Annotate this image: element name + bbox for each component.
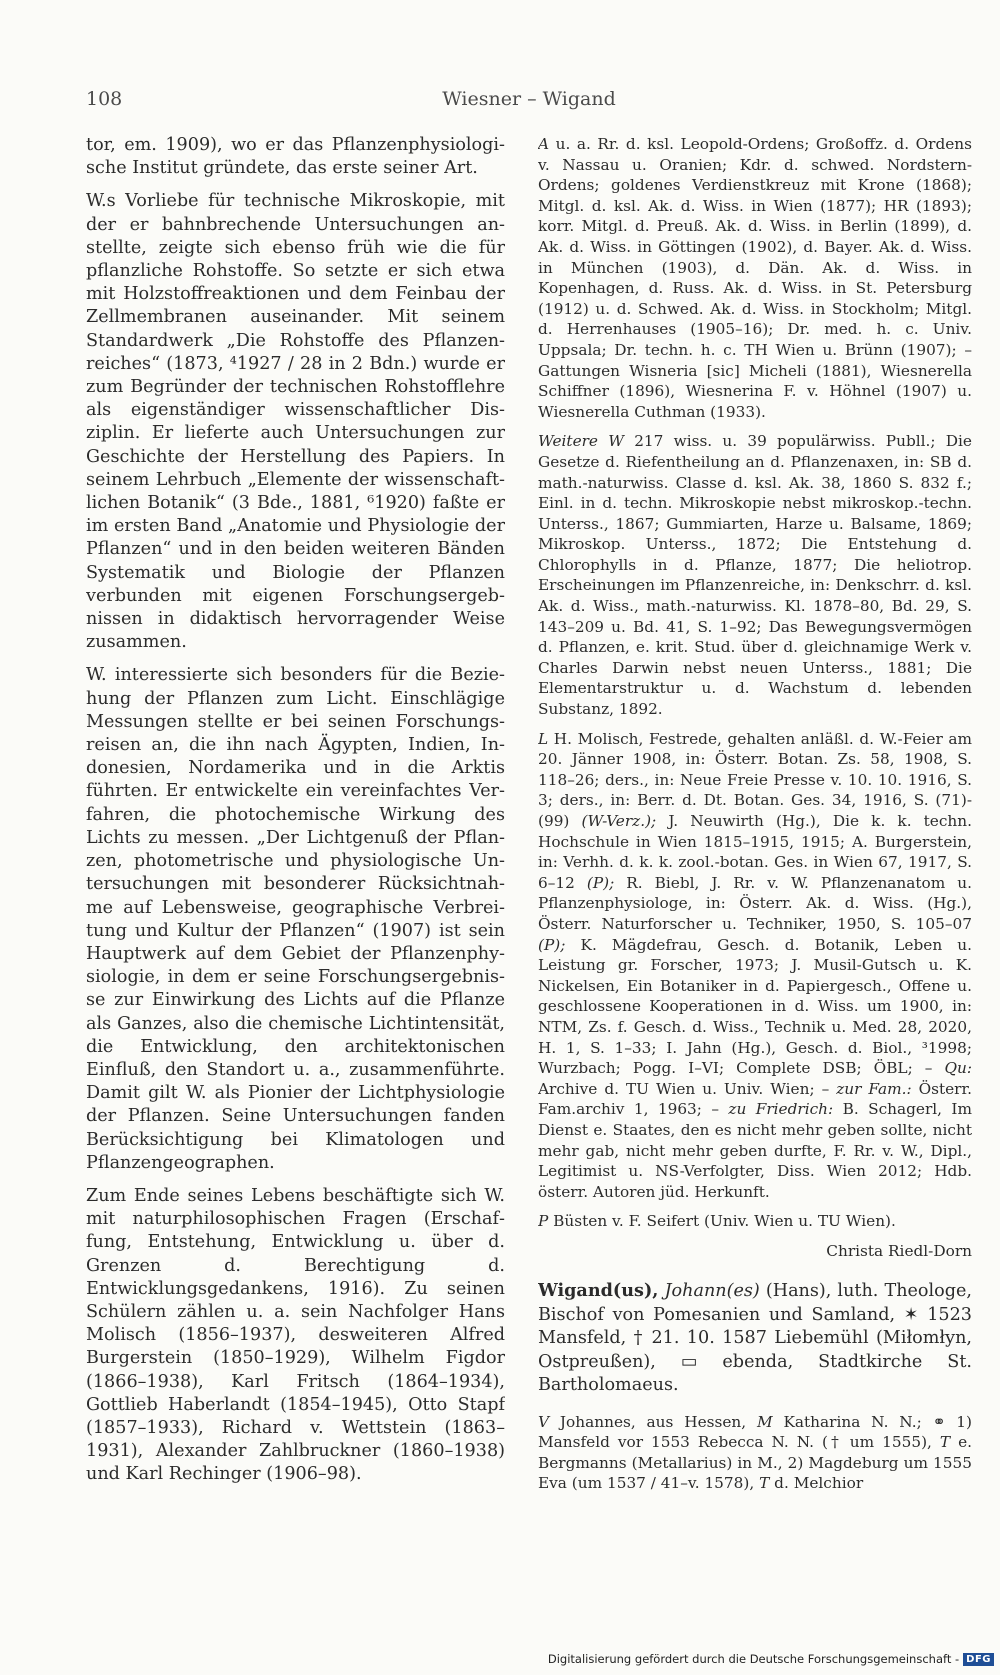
section-sigil: T	[759, 1474, 770, 1493]
literature-italic: (P);	[586, 873, 615, 892]
left-column	[86, 134, 505, 1504]
paragraph: tor, em. 1909), wo er das Pflanzenphysiologische Institut gründete, das erste seiner Art.	[86, 135, 505, 179]
honors-text: u. a. Rr. d. ksl. Leopold-Ordens; Großoffz. d. Ordens v. Nassau u. Oranien; Kdr. d. schwed. Nordstern-Ordens; goldenes Verdienstkreuz mit Krone (1868); Mitgl. d. ksl. Ak. d. Wiss. in Wien (1877); HR (1893); korr. Mitgl. d. Preuß. Ak. d. Wiss. in Berlin (1899), d. Ak. d. Wiss. in Göttingen (1902), d. Bayer. Ak. d. Wiss. in München (1903), d. Dän. Ak. d. Wiss. in Kopenhagen, d. Russ. Ak. d. Wiss. in St. Petersburg (1912) u. d. Schwed. Ak. d. Wiss. in Stockholm; Mitgl. d. Herrenhauses (1905–16); Dr. med. h. c. Univ. Uppsala; Dr. techn. h. c. TH Wien u. Brünn (1907); – Gattungen Wisneria [sic] Micheli (1881), Wiesnerella Schiffner (1896), Wiesnerina F. v. Höhnel (1907) u. Wiesnerella Cuthman (1933).	[538, 135, 972, 421]
literature-italic: zur Fam.:	[836, 1079, 912, 1098]
entry-intro: (Hans), luth. Theologe, Bischof von Pomesanien und Samland, ✶ 1523 Mansfeld, † 21. 10. 1587 Liebemühl (Miłomłyn, Ostpreußen), ▭ ebenda, Stadtkirche St. Bartholomaeus.	[538, 1281, 972, 1396]
literature-text: H. Molisch, Festrede, gehalten anläßl. d. W.-Feier am 20. Jänner 1908, in: Österr. Botan. Zs. 58, 1908, S. 118–26; ders., in: Neue Freie Presse v. 10. 10. 1916, S. 3; ders., in: Berr. d. Dt. Botan. Ges. 34, 1916, S. (71)-(99)	[538, 729, 972, 830]
literature-text: R. Biebl, J. Rr. v. W. Pflanzenanatom u. Pflanzenphysiologe, in: Österr. Ak. d. Wiss. (Hg.), Österr. Naturforscher u. Techniker, 1950, S. 105–07	[538, 873, 972, 933]
section-sigil: A	[538, 135, 550, 153]
literature-text: J. Neuwirth (Hg.), Die k. k. techn. Hochschule in Wien 1815–1915, 1915; A. Burgerstein, in: Verhh. d. k. k. zool.-botan. Ges. in Wien 67, 1917, S. 6–12	[538, 812, 972, 892]
digitization-footer	[548, 1650, 994, 1668]
literature-italic: (P);	[538, 935, 566, 954]
honors-section	[538, 134, 972, 422]
portrait-section	[538, 1211, 972, 1232]
given-name: Johann(es)	[664, 1281, 760, 1302]
literature-section	[538, 729, 972, 1203]
family-text: Katharina N. N.; ⚭ 1) Mansfeld vor 1553 Rebecca N. N. († um 1555),	[538, 1412, 972, 1452]
section-sigil: Weitere W	[538, 432, 624, 451]
section-sigil: T	[939, 1433, 951, 1452]
family-text: d. Melchior	[774, 1474, 864, 1493]
works-text: 217 wiss. u. 39 populärwiss. Publl.; Die Gesetze d. Riefentheilung an d. Pflanzenaxen, in: SB d. math.-naturwiss. Classe d. ksl. Ak. 38, 1860 S. 832 f.; Einl. in d. techn. Mikroskopie nebst mikroskop.-techn. Unterss., 1867; Gummiarten, Harze u. Balsame, 1869; Mikroskop. Unterss., 1872; Die Entstehung d. Chlorophylls in d. Pflanze, 1877; Die heliotrop. Erscheinungen im Pflanzenreiche, in: Denkschrr. d. ksl. Ak. d. Wiss., math.-naturwiss. Kl. 1878–80, Bd. 29, S. 143–209 u. Bd. 41, S. 1–92; Das Bewegungsvermögen d. Pflanzen, e. krit. Stud. über d. gleichnamige Werk v. Charles Darwin nebst neuen Unterss., 1881; Die Elementarstruktur u. d. Wachstum d. lebenden Substanz, 1892.	[538, 432, 972, 719]
paragraph: Zum Ende seines Lebens beschäftigte sich W. mit naturphilosophischen Fragen (Erschaffung, Entstehung, Entwicklung u. über d. Grenzen d. Berechtigung d. Entwicklungsgedankens, 1916). Zu seinen Schülern zählen u. a. sein Nachfolger Hans Molisch (1856–1937), desweiteren Alfred Burgerstein (1850–1929), Wilhelm Figdor (1866–1938), Karl Fritsch (1864–1934), Gottlieb Haberlandt (1854–1945), Otto Stapf (1857–1933), Richard v. Wettstein (1863–1931), Alexander Zahlbruckner (1860–1938) und Karl Rechinger (1906–98).	[86, 1185, 505, 1485]
right-column	[538, 134, 972, 1504]
paragraph: W. interessierte sich besonders für die Beziehung der Pflanzen zum Licht. Einschlägige Messungen stellte er bei seinen Forschungsreisen an, die ihn nach Ägypten, Indien, Indonesien, Nordamerika und in die Arktis führten. Er entwickelte ein vereinfachtes Verfahren, die photochemische Wirkung des Lichts zu messen. „Der Lichtgenuß der Pflanzen, photometrische und physiologische Untersuchungen mit besonderer Rücksichtnahme auf Lebensweise, geographische Verbreitung und Kultur der Pflanzen“ (1907) ist sein Hauptwerk auf dem Gebiet der Pflanzenphysiologie, in dem er seine Forschungsergebnisse zur Einwirkung des Lichts auf die Pflanze als Ganzes, also die chemische Lichtintensität, die Entwicklung, den architektonischen Einfluß, den Standort u. a., zusammenführte. Damit gilt W. als Pionier der Lichtphysiologie der Pflanzen. Seine Untersuchungen fanden Berücksichtigung bei Klimatologen und Pflanzengeographen.	[86, 665, 505, 1173]
portrait-text: Büsten v. F. Seifert (Univ. Wien u. TU Wien).	[553, 1212, 896, 1231]
works-section	[538, 431, 972, 719]
next-entry-heading	[538, 1279, 972, 1397]
family-section	[538, 1412, 972, 1494]
literature-italic: (W-Verz.);	[581, 812, 657, 830]
literature-text: K. Mägdefrau, Gesch. d. Botanik, Leben u. Leistung gr. Forscher, 1973; J. Musil-Gutsch u. K. Nickelsen, Ein Botaniker in d. Papiergesch., Offene u. geschlossene Kooperationen in d. Wiss. um 1900, in: NTM, Zs. f. Gesch. d. Wiss., Technik u. Med. 28, 2020, H. 1, S. 1–33; I. Jahn (Hg.), Gesch. d. Biol., ³1998; Wurzbach; Pogg. I–VI; Complete DSB; ÖBL; –	[538, 935, 972, 1078]
literature-text: Österr. Fam.archiv 1, 1963; –	[538, 1079, 972, 1119]
literature-text: Archive d. TU Wien u. Univ. Wien; –	[538, 1079, 830, 1098]
page-header	[86, 88, 972, 114]
family-text: Johannes, aus Hessen,	[559, 1412, 747, 1431]
literature-italic: zu Friedrich:	[728, 1100, 834, 1119]
headword: Wigand(us),	[538, 1280, 659, 1302]
page-number: 108	[86, 88, 123, 110]
section-sigil: V	[538, 1412, 550, 1431]
family-text: e. Bergmanns (Metallarius) in M., 2) Magdeburg um 1555 Eva (um 1537 / 41–v. 1578),	[538, 1433, 972, 1493]
section-sigil: P	[538, 1212, 549, 1231]
literature-italic: Qu:	[944, 1059, 972, 1078]
paragraph: W.s Vorliebe für technische Mikroskopie, mit der er bahnbrechende Untersuchungen anstellte, zeigte sich ebenso früh wie die für pflanzliche Rohstoffe. So setzte er sich etwa mit Holzstoffreaktionen und dem Feinbau der Zellmembranen auseinander. Mit seinem Standardwerk „Die Rohstoffe des Pflanzenreiches“ (1873, ⁴1927 / 28 in 2 Bdn.) wurde er zum Begründer der technischen Rohstofflehre als eigenständiger wissenschaftlicher Disziplin. Er lieferte auch Untersuchungen zur Geschichte der Herstellung des Papiers. In seinem Lehrbuch „Elemente der wissenschaftlichen Botanik“ (3 Bde., 1881, ⁶1920) faßte er im ersten Band „Anatomie und Physiologie der Pflanzen“ und in den beiden weiteren Bänden Systematik und Biologie der Pflanzen verbunden mit eigenen Forschungsergebnissen in didaktisch hervorragender Weise zusammen.	[86, 191, 505, 653]
running-title: Wiesner – Wigand	[442, 88, 616, 110]
literature-text: B. Schagerl, Im Dienst e. Staates, den es nicht mehr geben sollte, nicht mehr gab, nicht mehr geben durfte, F. Rr. v. W., Dipl., Legitimist u. NS-Verfolgter, Diss. Wien 2012; Hdb. österr. Autoren jüd. Herkunft.	[538, 1100, 972, 1201]
article-author: Christa Riedl-Dorn	[826, 1241, 972, 1260]
footer-text: Digitalisierung gefördert durch die Deutsche Forschungsgemeinschaft -	[547, 1652, 960, 1666]
section-sigil: M	[756, 1412, 773, 1431]
dfg-logo: DFG	[963, 1653, 994, 1666]
section-sigil: L	[538, 729, 549, 748]
